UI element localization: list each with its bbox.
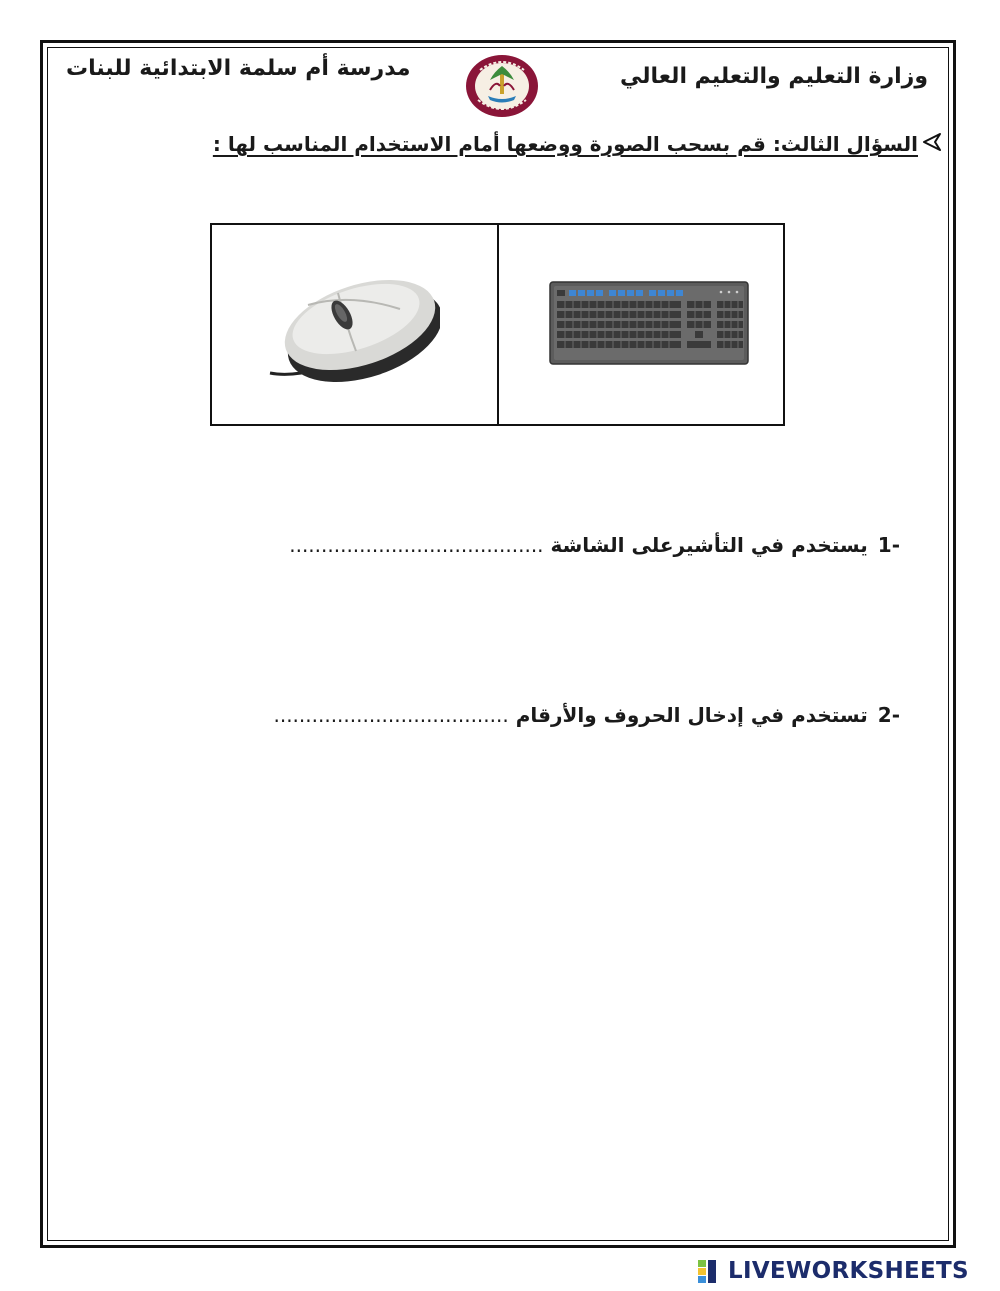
qatar-ministry-emblem-icon	[460, 50, 544, 120]
mouse-cell[interactable]	[212, 225, 497, 424]
arrow-bullet-icon	[920, 130, 942, 154]
liveworksheets-logo-icon	[698, 1258, 726, 1284]
answer-blank[interactable]: ........................................	[289, 533, 544, 557]
image-table	[210, 223, 785, 426]
keyboard-cell[interactable]	[497, 225, 784, 424]
school-title: مدرسة أم سلمة الابتدائية للبنات	[66, 56, 411, 81]
computer-mouse-icon[interactable]	[260, 265, 440, 385]
usage-item-2	[273, 703, 900, 727]
item-text: يستخدم في التأشيرعلى الشاشة	[550, 533, 868, 557]
keyboard-icon[interactable]	[549, 281, 749, 365]
answer-blank[interactable]: .....................................	[273, 703, 509, 727]
item-number: -1	[877, 533, 900, 557]
ministry-title: وزارة التعليم والتعليم العالي	[619, 64, 928, 89]
item-number: -2	[877, 703, 900, 727]
liveworksheets-brand[interactable]	[698, 1258, 969, 1284]
brand-name: LIVEWORKSHEETS	[728, 1258, 969, 1284]
usage-item-1	[289, 533, 900, 557]
question-prompt: السؤال الثالث: قم بسحب الصورة ووضعها أمام الاستخدام المناسب لها :	[212, 132, 918, 156]
item-text: تستخدم في إدخال الحروف والأرقام	[515, 703, 868, 727]
